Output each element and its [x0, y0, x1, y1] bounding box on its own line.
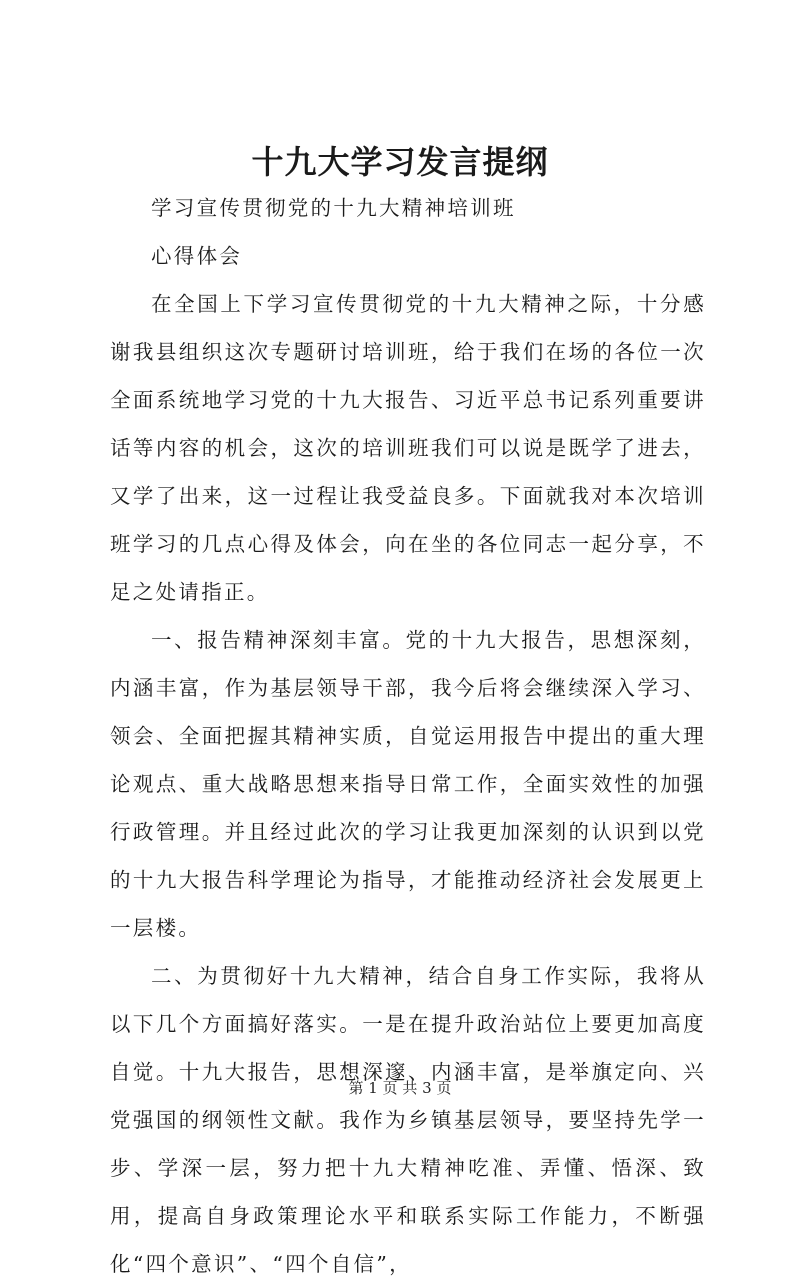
- paragraph-heading: 心得体会: [151, 244, 243, 268]
- document-title: 十九大学习发言提纲: [251, 143, 549, 181]
- page-footer: 第 1 页 共 3 页: [348, 1079, 452, 1097]
- document-body: [110, 184, 706, 1288]
- paragraph-point-one: 一、报告精神深刻丰富。党的十九大报告，思想深刻，内涵丰富，作为基层领导干部，我今后将会继续深入学习、领会、全面把握其精神实质，自觉运用报告中提出的重大理论观点、重大战略思想来指导日常工作，全面实效性的加强行政管理。并且经过此次的学习让我更加深刻的认识到以党的十九大报告科学理论为指导，才能推动经济社会发展更上一层楼。: [110, 628, 706, 940]
- paragraph-intro: 在全国上下学习宣传贯彻党的十九大精神之际，十分感谢我县组织这次专题研讨培训班，给于我们在场的各位一次全面系统地学习党的十九大报告、习近平总书记系列重要讲话等内容的机会，这次的培训班我们可以说是既学了进去，又学了出来，这一过程让我受益良多。下面就我对本次培训班学习的几点心得及体会，向在坐的各位同志一起分享，不足之处请指正。: [110, 292, 706, 604]
- paragraph-point-two: 二、为贯彻好十九大精神，结合自身工作实际，我将从以下几个方面搞好落实。一是在提升政治站位上要更加高度自觉。十九大报告，思想深邃、内涵丰富，是举旗定向、兴党强国的纲领性文献。我作为乡镇基层领导，要坚持先学一步、学深一层，努力把十九大精神吃准、弄懂、悟深、致用，提高自身政策理论水平和联系实际工作能力，不断强化“四个意识”、“四个自信”，: [110, 964, 706, 1276]
- paragraph-subtitle: 学习宣传贯彻党的十九大精神培训班: [151, 196, 516, 220]
